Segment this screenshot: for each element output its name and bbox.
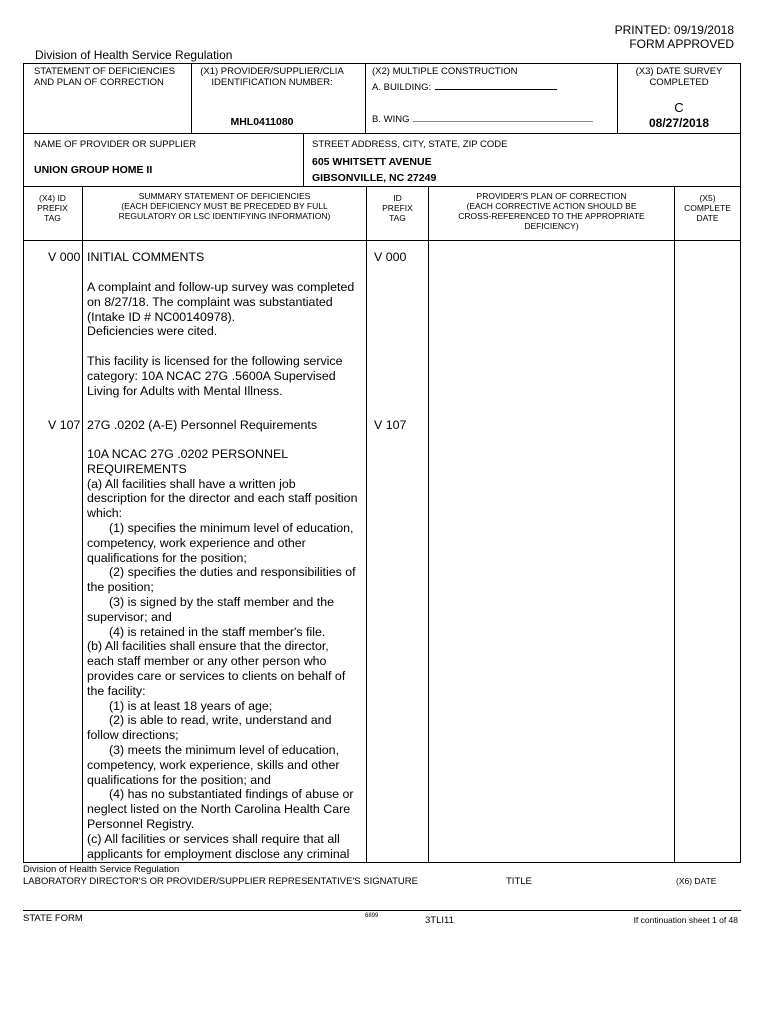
v000-paragraph-1: A complaint and follow-up survey was completed on 8/27/18. The complaint was substantiated (Intake ID # NC00140978). Deficiencies were cited.	[87, 280, 355, 339]
signature-label: LABORATORY DIRECTOR'S OR PROVIDER/SUPPLIER REPRESENTATIVE'S SIGNATURE	[23, 876, 418, 887]
title-label: TITLE	[506, 876, 532, 887]
v107-line: applicants for employment disclose any criminal	[87, 846, 350, 861]
x2-label: (X2) MULTIPLE CONSTRUCTION	[372, 66, 518, 77]
building-field: A. BUILDING:	[372, 82, 557, 93]
x3-code: C	[674, 100, 684, 115]
plan-header: PROVIDER'S PLAN OF CORRECTION (EACH CORRECTIVE ACTION SHOULD BE CROSS-REFERENCED TO THE APPROPRIATE DEFICIENCY)	[458, 191, 645, 231]
id-header: ID PREFIX TAG	[382, 193, 413, 223]
v107-line: (a) All facilities shall have a written job	[87, 476, 296, 491]
v107-line: which:	[87, 506, 123, 521]
provider-name-label: NAME OF PROVIDER OR SUPPLIER	[34, 139, 197, 150]
x1-provider-id: MHL0411080	[230, 116, 294, 128]
v107-line: (c) All facilities or services shall require that all	[87, 831, 340, 846]
v000-tag: V 000	[48, 250, 81, 264]
v107-line: competency, work experience, skills and other	[87, 757, 340, 772]
v107-line: follow directions;	[87, 728, 179, 743]
wing-field: B. WING	[372, 114, 593, 125]
x3-survey-date: 08/27/2018	[648, 116, 710, 130]
x3-label: (X3) DATE SURVEY COMPLETED	[635, 66, 723, 88]
v107-line: (1) is at least 18 years of age;	[109, 698, 273, 713]
v107-line: (2) specifies the duties and responsibilities of	[109, 565, 356, 580]
v107-line: provides care or services to clients on behalf of	[87, 668, 346, 683]
x6-date-label: (X6) DATE	[676, 876, 717, 886]
x4-header: (X4) ID PREFIX TAG	[37, 193, 68, 223]
v000-title: INITIAL COMMENTS	[87, 250, 205, 264]
v107-line: (b) All facilities shall ensure that the director,	[87, 639, 329, 654]
v107-regulation-text	[87, 447, 365, 861]
v107-line: competency, work experience and other	[87, 535, 306, 550]
state-form-label: STATE FORM	[23, 913, 83, 924]
v107-line: description for the director and each staff position	[87, 491, 358, 506]
v107-line: (2) is able to read, write, understand and	[109, 713, 332, 728]
v107-line: supervisor; and	[87, 609, 172, 624]
v107-line: the position;	[87, 580, 154, 595]
v107-tag: V 107	[48, 418, 81, 432]
v107-title: 27G .0202 (A-E) Personnel Requirements	[87, 418, 318, 432]
v107-line: (3) is signed by the staff member and the	[109, 594, 334, 609]
continuation-sheet: If continuation sheet 1 of 48	[633, 915, 738, 925]
v107-line: qualifications for the position;	[87, 550, 247, 565]
x5-header: (X5) COMPLETE DATE	[684, 193, 731, 223]
summary-header: SUMMARY STATEMENT OF DEFICIENCIES (EACH DEFICIENCY MUST BE PRECEDED BY FULL REGULATORY OR LSC IDENTIFYING INFORMATION)	[118, 191, 331, 221]
v000-id-tag: V 000	[374, 250, 407, 264]
v107-line: Personnel Registry.	[87, 816, 195, 831]
footer-agency: Division of Health Service Regulation	[23, 864, 180, 875]
provider-street: 605 WHITSETT AVENUE	[312, 156, 432, 168]
v107-line: 10A NCAC 27G .0202 PERSONNEL	[87, 447, 289, 461]
x1-label: (X1) PROVIDER/SUPPLIER/CLIA IDENTIFICATION NUMBER:	[200, 66, 344, 88]
statement-label: STATEMENT OF DEFICIENCIES AND PLAN OF CORRECTION	[34, 66, 175, 88]
v107-line: (4) is retained in the staff member's file.	[109, 624, 326, 639]
event-id: 3TLI11	[425, 915, 454, 926]
v107-line: (3) meets the minimum level of education,	[109, 742, 340, 757]
v107-id-tag: V 107	[374, 418, 407, 432]
v000-paragraph-2: This facility is licensed for the following service category: 10A NCAC 27G .5600A Supervised Living for Adults with Mental Illness.	[87, 354, 343, 398]
provider-name: UNION GROUP HOME II	[34, 164, 153, 176]
form-number: 6899	[365, 913, 379, 919]
address-label: STREET ADDRESS, CITY, STATE, ZIP CODE	[312, 139, 508, 150]
v107-line: (1) specifies the minimum level of education,	[109, 520, 354, 535]
v107-line: neglect listed on the North Carolina Health Care	[87, 802, 351, 817]
v107-line: (4) has no substantiated findings of abuse or	[109, 787, 354, 802]
printed-date: PRINTED: 09/19/2018	[614, 23, 734, 37]
form-approved: FORM APPROVED	[629, 37, 734, 51]
v107-line: the facility:	[87, 683, 146, 698]
v107-line: qualifications for the position; and	[87, 772, 271, 787]
provider-city: GIBSONVILLE, NC 27249	[312, 172, 437, 184]
v107-line: REQUIREMENTS	[87, 461, 187, 476]
v107-line: each staff member or any other person who	[87, 654, 327, 669]
agency-title: Division of Health Service Regulation	[35, 48, 233, 62]
